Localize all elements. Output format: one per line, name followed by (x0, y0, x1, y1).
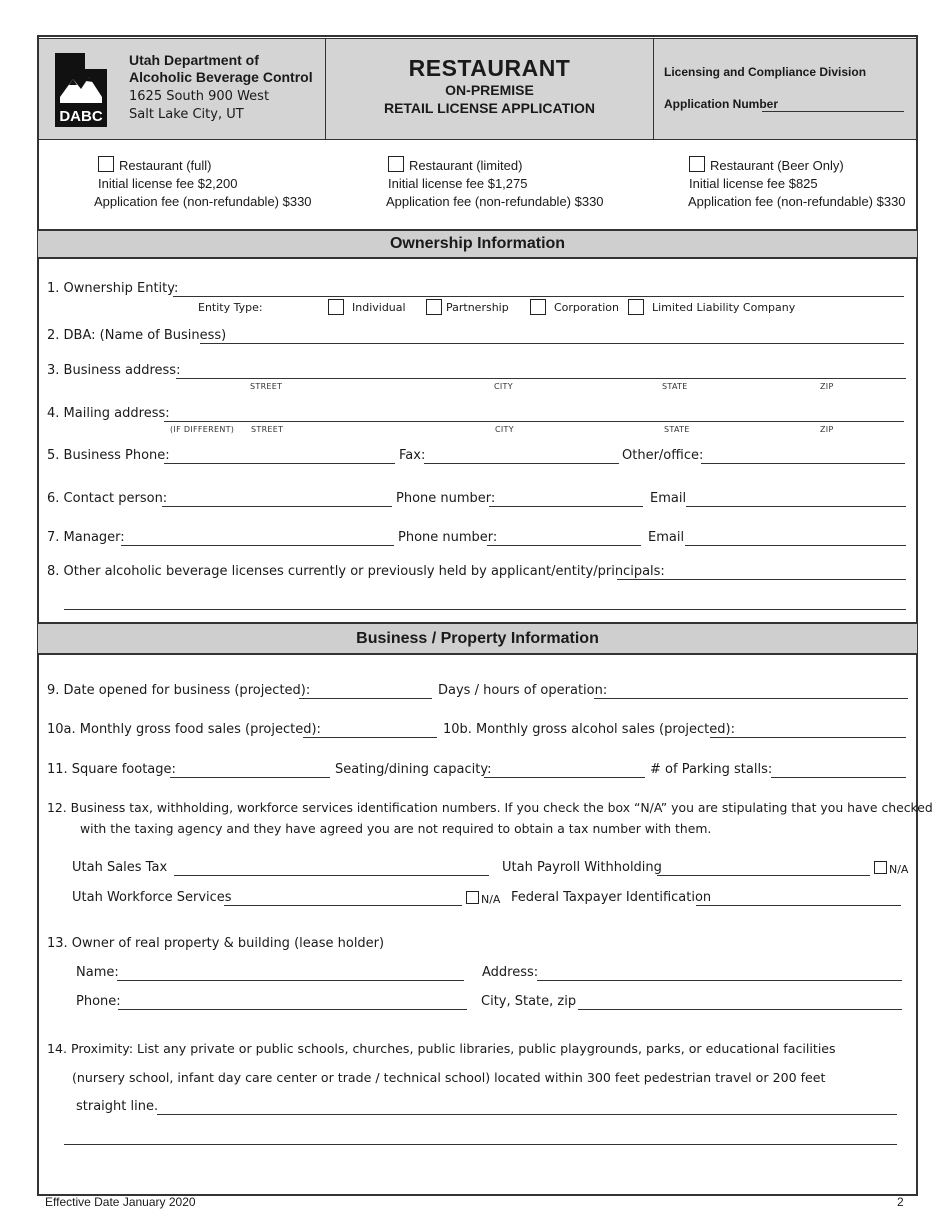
q3-state-label: STATE (662, 382, 688, 391)
workforce-na-option[interactable] (466, 891, 500, 906)
agency-address1: 1625 South 900 West (129, 89, 270, 104)
agency-address (129, 88, 269, 124)
business-section-header: Business / Property Information (38, 622, 917, 655)
restaurant-full-label: Restaurant (full) (119, 158, 212, 173)
workforce-na-checkbox[interactable] (466, 891, 479, 904)
restaurant-full-app-fee: Application fee (non-refundable) $330 (94, 194, 312, 209)
q8-label: 8. Other alcoholic beverage licenses currently or previously held by applicant/entity/principals: (47, 564, 665, 579)
contact-person-field[interactable] (162, 506, 392, 507)
restaurant-limited-checkbox[interactable] (388, 156, 404, 172)
sales-tax-label: Utah Sales Tax (72, 860, 168, 875)
q11-seating-label: Seating/dining capacity: (335, 762, 492, 777)
restaurant-limited-initial-fee: Initial license fee $1,275 (388, 176, 528, 191)
restaurant-beer-label: Restaurant (Beer Only) (710, 158, 844, 173)
manager-phone-field[interactable] (487, 545, 641, 546)
other-office-field[interactable] (701, 463, 905, 464)
entity-llc-label: Limited Liability Company (652, 301, 796, 314)
q5-other-label: Other/office: (622, 448, 704, 463)
owner-address-field[interactable] (537, 980, 902, 981)
proximity-field[interactable] (157, 1114, 897, 1115)
seating-capacity-field[interactable] (484, 777, 645, 778)
entity-type-label: Entity Type: (198, 301, 263, 314)
application-number-label: Application Number (664, 97, 779, 111)
page-number: 2 (897, 1195, 904, 1209)
fax-field[interactable] (424, 463, 619, 464)
q5-label: 5. Business Phone: (47, 448, 170, 463)
q10b-label: 10b. Monthly gross alcohol sales (projected): (443, 722, 735, 737)
q4-city-label: CITY (495, 425, 514, 434)
proximity-field-line2[interactable] (64, 1144, 897, 1145)
entity-corporation-label: Corporation (554, 301, 619, 314)
header-division-cell (653, 38, 917, 140)
q14-line2: (nursery school, infant day care center or trade / technical school) located within 300 feet pedestrian travel or 200 feet (72, 1070, 826, 1085)
q2-label: 2. DBA: (Name of Business) (47, 328, 227, 343)
sales-tax-field[interactable] (174, 875, 489, 876)
other-licenses-field-line2[interactable] (64, 609, 906, 610)
payroll-field[interactable] (657, 875, 870, 876)
q13-city-label: City, State, zip (481, 994, 577, 1009)
payroll-label: Utah Payroll Withholding (502, 860, 662, 875)
q14-line1: 14. Proximity: List any private or public schools, churches, public libraries, public playgrounds, parks, or educational facilities (47, 1041, 836, 1056)
q6-phone-label: Phone number: (396, 491, 496, 506)
q12-line2: with the taxing agency and they have agreed you are not required to obtain a tax number with them. (80, 821, 712, 836)
q7-label: 7. Manager: (47, 530, 125, 545)
owner-phone-field[interactable] (118, 1009, 467, 1010)
logo-text: DABC (59, 108, 103, 125)
payroll-na-option[interactable] (874, 861, 908, 876)
alcohol-sales-field[interactable] (710, 737, 906, 738)
q5-fax-label: Fax: (399, 448, 426, 463)
business-address-field[interactable] (176, 378, 906, 379)
entity-corporation-checkbox[interactable] (530, 299, 546, 315)
agency-name (129, 52, 313, 86)
restaurant-full-initial-fee: Initial license fee $2,200 (98, 176, 238, 191)
owner-city-field[interactable] (578, 1009, 902, 1010)
workforce-field[interactable] (224, 905, 462, 906)
header-agency-cell (38, 38, 326, 140)
q13-label: 13. Owner of real property & building (lease holder) (47, 936, 385, 951)
federal-field[interactable] (696, 905, 901, 906)
q12-line1: 12. Business tax, withholding, workforce services identification numbers. If you check the box “N/A” you are stipulating that you have checked (47, 800, 933, 815)
business-phone-field[interactable] (164, 463, 395, 464)
entity-llc-checkbox[interactable] (628, 299, 644, 315)
q13-phone-label: Phone: (76, 994, 121, 1009)
workforce-label: Utah Workforce Services (72, 890, 232, 905)
restaurant-limited-app-fee: Application fee (non-refundable) $330 (386, 194, 604, 209)
form-title: RESTAURANT (408, 55, 571, 81)
q13-address-label: Address: (482, 965, 539, 980)
mailing-address-field[interactable] (164, 421, 904, 422)
q6-label: 6. Contact person: (47, 491, 168, 506)
dba-field[interactable] (200, 343, 904, 344)
q4-state-label: STATE (664, 425, 690, 434)
owner-name-field[interactable] (117, 980, 464, 981)
agency-line2: Alcoholic Beverage Control (129, 69, 313, 85)
q9-days-label: Days / hours of operation: (438, 683, 608, 698)
form-subtitle1: ON-PREMISE (445, 82, 534, 98)
q7-phone-label: Phone number: (398, 530, 498, 545)
contact-email-field[interactable] (686, 506, 906, 507)
entity-individual-label: Individual (352, 301, 406, 314)
days-hours-field[interactable] (594, 698, 908, 699)
workforce-na-label: N/A (481, 893, 501, 906)
parking-stalls-field[interactable] (771, 777, 906, 778)
entity-partnership-checkbox[interactable] (426, 299, 442, 315)
q3-label: 3. Business address: (47, 363, 181, 378)
header-title-cell (325, 38, 654, 140)
restaurant-full-checkbox[interactable] (98, 156, 114, 172)
other-licenses-field[interactable] (617, 579, 906, 580)
q9-label: 9. Date opened for business (projected): (47, 683, 311, 698)
q14-line3: straight line. (76, 1099, 159, 1114)
manager-field[interactable] (121, 545, 394, 546)
application-number-field[interactable] (762, 111, 904, 112)
form-subtitle2: RETAIL LICENSE APPLICATION (383, 100, 596, 116)
restaurant-beer-checkbox[interactable] (689, 156, 705, 172)
restaurant-beer-app-fee: Application fee (non-refundable) $330 (688, 194, 906, 209)
q3-zip-label: ZIP (820, 382, 834, 391)
entity-partnership-label: Partnership (446, 301, 509, 314)
q3-city-label: CITY (494, 382, 513, 391)
division-name: Licensing and Compliance Division (664, 65, 867, 79)
q10a-label: 10a. Monthly gross food sales (projected): (47, 722, 321, 737)
square-footage-field[interactable] (170, 777, 330, 778)
q11-parking-label: # of Parking stalls: (650, 762, 773, 777)
payroll-na-label: N/A (889, 863, 909, 876)
q6-email-label: Email (650, 491, 687, 506)
restaurant-limited-label: Restaurant (limited) (409, 158, 523, 173)
contact-phone-field[interactable] (489, 506, 643, 507)
manager-email-field[interactable] (685, 545, 906, 546)
q4-if-different-label: (IF DIFFERENT) (170, 425, 235, 434)
effective-date: Effective Date January 2020 (45, 1195, 196, 1209)
q3-street-label: STREET (250, 382, 283, 391)
federal-label: Federal Taxpayer Identification (511, 890, 712, 905)
ownership-entity-field[interactable] (173, 296, 904, 297)
q13-name-label: Name: (76, 965, 119, 980)
q11-label: 11. Square footage: (47, 762, 176, 777)
ownership-section-header: Ownership Information (38, 229, 917, 259)
dabc-logo (51, 51, 111, 129)
q7-email-label: Email (648, 530, 685, 545)
date-opened-field[interactable] (299, 698, 432, 699)
agency-address2: Salt Lake City, UT (129, 107, 244, 122)
q4-zip-label: ZIP (820, 425, 834, 434)
q4-label: 4. Mailing address: (47, 406, 170, 421)
agency-line1: Utah Department of (129, 52, 259, 68)
entity-individual-checkbox[interactable] (328, 299, 344, 315)
q4-street-label: STREET (251, 425, 284, 434)
food-sales-field[interactable] (303, 737, 437, 738)
restaurant-beer-initial-fee: Initial license fee $825 (689, 176, 818, 191)
payroll-na-checkbox[interactable] (874, 861, 887, 874)
q1-label: 1. Ownership Entity: (47, 281, 179, 296)
